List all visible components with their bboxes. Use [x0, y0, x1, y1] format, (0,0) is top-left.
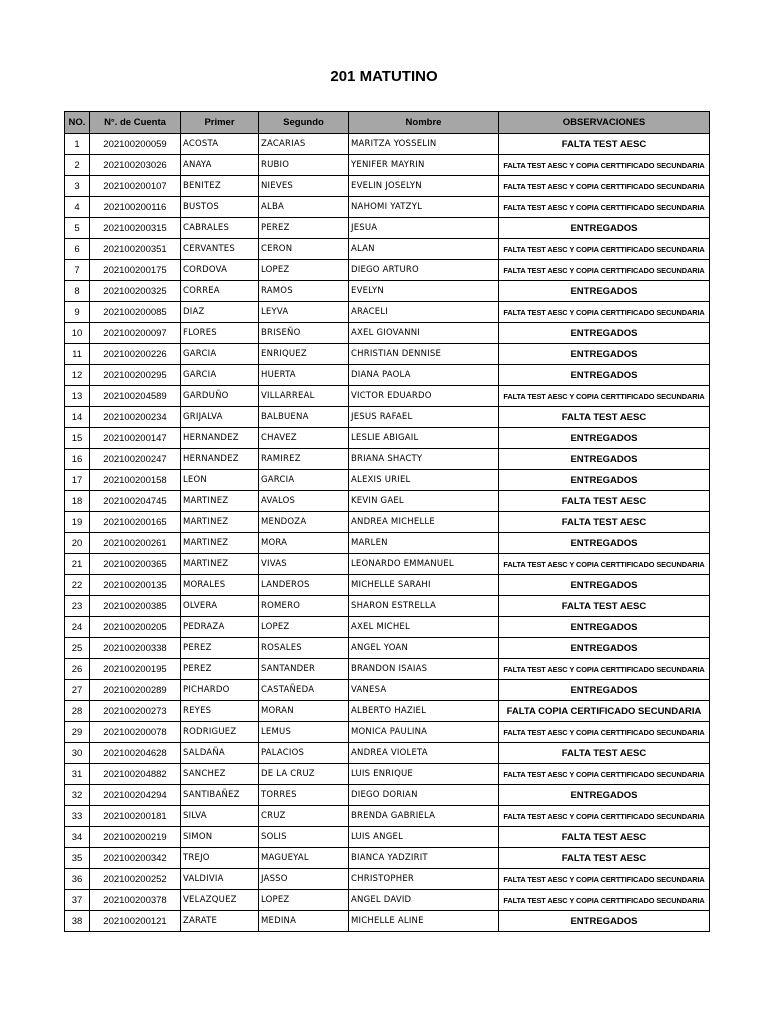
table-row: [65, 827, 710, 848]
table-row: [65, 134, 710, 155]
row-segundo: TORRES: [259, 785, 349, 806]
header-cuenta: N°. de Cuenta: [90, 112, 181, 134]
row-segundo: LEYVA: [259, 302, 349, 323]
row-observaciones: FALTA TEST AESC: [499, 407, 710, 428]
table-row: [65, 449, 710, 470]
row-no: 19: [65, 512, 90, 533]
table-row: [65, 743, 710, 764]
row-observaciones: FALTA TEST AESC: [499, 827, 710, 848]
row-nombre: ARACELI: [349, 302, 499, 323]
row-cuenta: 202100200107: [90, 176, 181, 197]
row-cuenta: 202100200226: [90, 344, 181, 365]
row-no: 4: [65, 197, 90, 218]
row-observaciones: ENTREGADOS: [499, 575, 710, 596]
row-observaciones: ENTREGADOS: [499, 785, 710, 806]
row-primer: VELAZQUEZ: [181, 890, 259, 911]
row-cuenta: 202100200295: [90, 365, 181, 386]
row-no: 34: [65, 827, 90, 848]
row-cuenta: 202100200315: [90, 218, 181, 239]
row-nombre: MARLEN: [349, 533, 499, 554]
row-no: 11: [65, 344, 90, 365]
table-row: [65, 638, 710, 659]
table-row: [65, 722, 710, 743]
row-no: 20: [65, 533, 90, 554]
row-cuenta: 202100200147: [90, 428, 181, 449]
row-nombre: DIANA PAOLA: [349, 365, 499, 386]
row-nombre: JESUS RAFAEL: [349, 407, 499, 428]
row-nombre: EVELYN: [349, 281, 499, 302]
row-nombre: LUIS ANGEL: [349, 827, 499, 848]
row-observaciones: ENTREGADOS: [499, 281, 710, 302]
row-nombre: VANESA: [349, 680, 499, 701]
row-observaciones: ENTREGADOS: [499, 428, 710, 449]
row-primer: SIMON: [181, 827, 259, 848]
table-row: [65, 785, 710, 806]
row-nombre: SHARON ESTRELLA: [349, 596, 499, 617]
row-primer: FLORES: [181, 323, 259, 344]
row-nombre: AXEL GIOVANNI: [349, 323, 499, 344]
row-primer: MARTINEZ: [181, 554, 259, 575]
row-segundo: RUBIO: [259, 155, 349, 176]
row-no: 9: [65, 302, 90, 323]
row-observaciones: FALTA TEST AESC Y COPIA CERTTIFICADO SECUNDARIA: [499, 155, 710, 176]
row-observaciones: ENTREGADOS: [499, 218, 710, 239]
row-no: 25: [65, 638, 90, 659]
row-nombre: AXEL MICHEL: [349, 617, 499, 638]
row-no: 33: [65, 806, 90, 827]
row-no: 22: [65, 575, 90, 596]
row-primer: PEDRAZA: [181, 617, 259, 638]
row-cuenta: 202100200121: [90, 911, 181, 932]
row-primer: GRIJALVA: [181, 407, 259, 428]
row-cuenta: 202100200165: [90, 512, 181, 533]
row-observaciones: FALTA TEST AESC: [499, 134, 710, 155]
row-no: 16: [65, 449, 90, 470]
header-segundo: Segundo: [259, 112, 349, 134]
student-table: [64, 111, 710, 932]
table-row: [65, 575, 710, 596]
row-nombre: VICTOR EDUARDO: [349, 386, 499, 407]
row-primer: CORDOVA: [181, 260, 259, 281]
table-row: [65, 764, 710, 785]
row-observaciones: FALTA TEST AESC Y COPIA CERTTIFICADO SECUNDARIA: [499, 260, 710, 281]
row-primer: HERNANDEZ: [181, 428, 259, 449]
row-nombre: BRIANA SHACTY: [349, 449, 499, 470]
row-segundo: LOPEZ: [259, 260, 349, 281]
row-primer: REYES: [181, 701, 259, 722]
row-segundo: ROSALES: [259, 638, 349, 659]
row-observaciones: FALTA TEST AESC Y COPIA CERTTIFICADO SECUNDARIA: [499, 722, 710, 743]
table-row: [65, 365, 710, 386]
row-observaciones: FALTA TEST AESC Y COPIA CERTTIFICADO SECUNDARIA: [499, 302, 710, 323]
row-no: 3: [65, 176, 90, 197]
row-cuenta: 202100200378: [90, 890, 181, 911]
row-no: 37: [65, 890, 90, 911]
row-observaciones: FALTA TEST AESC Y COPIA CERTTIFICADO SECUNDARIA: [499, 197, 710, 218]
row-cuenta: 202100200078: [90, 722, 181, 743]
row-primer: BENITEZ: [181, 176, 259, 197]
table-row: [65, 218, 710, 239]
row-segundo: GARCIA: [259, 470, 349, 491]
row-cuenta: 202100200234: [90, 407, 181, 428]
row-nombre: ALAN: [349, 239, 499, 260]
row-cuenta: 202100200205: [90, 617, 181, 638]
table-row: [65, 386, 710, 407]
row-observaciones: ENTREGADOS: [499, 365, 710, 386]
row-cuenta: 202100200325: [90, 281, 181, 302]
table-row: [65, 323, 710, 344]
row-nombre: DIEGO ARTURO: [349, 260, 499, 281]
row-observaciones: FALTA TEST AESC Y COPIA CERTTIFICADO SECUNDARIA: [499, 554, 710, 575]
row-no: 38: [65, 911, 90, 932]
row-segundo: CASTAÑEDA: [259, 680, 349, 701]
row-nombre: LUIS ENRIQUE: [349, 764, 499, 785]
row-segundo: HUERTA: [259, 365, 349, 386]
row-no: 7: [65, 260, 90, 281]
header-nombre: Nombre: [349, 112, 499, 134]
row-cuenta: 202100200289: [90, 680, 181, 701]
row-no: 14: [65, 407, 90, 428]
row-cuenta: 202100200273: [90, 701, 181, 722]
row-cuenta: 202100200135: [90, 575, 181, 596]
row-observaciones: ENTREGADOS: [499, 638, 710, 659]
row-no: 27: [65, 680, 90, 701]
header-primer: Primer: [181, 112, 259, 134]
row-nombre: ALBERTO HAZIEL: [349, 701, 499, 722]
row-primer: MARTINEZ: [181, 512, 259, 533]
row-cuenta: 202100200385: [90, 596, 181, 617]
row-primer: MARTINEZ: [181, 533, 259, 554]
row-no: 21: [65, 554, 90, 575]
table-row: [65, 848, 710, 869]
row-cuenta: 202100200181: [90, 806, 181, 827]
row-primer: CABRALES: [181, 218, 259, 239]
row-observaciones: ENTREGADOS: [499, 449, 710, 470]
row-nombre: ALEXIS URIEL: [349, 470, 499, 491]
page-title: 201 MATUTINO: [330, 68, 438, 85]
row-cuenta: 202100200365: [90, 554, 181, 575]
row-observaciones: FALTA TEST AESC: [499, 491, 710, 512]
row-nombre: ANDREA VIOLETA: [349, 743, 499, 764]
row-primer: VALDIVIA: [181, 869, 259, 890]
row-segundo: VIVAS: [259, 554, 349, 575]
row-observaciones: ENTREGADOS: [499, 680, 710, 701]
row-nombre: MICHELLE SARAHI: [349, 575, 499, 596]
table-row: [65, 911, 710, 932]
row-nombre: ANGEL YOAN: [349, 638, 499, 659]
row-no: 32: [65, 785, 90, 806]
row-segundo: LOPEZ: [259, 617, 349, 638]
row-primer: CERVANTES: [181, 239, 259, 260]
table-row: [65, 869, 710, 890]
table-row: [65, 596, 710, 617]
row-observaciones: ENTREGADOS: [499, 533, 710, 554]
row-no: 23: [65, 596, 90, 617]
table-row: [65, 176, 710, 197]
row-segundo: MEDINA: [259, 911, 349, 932]
row-nombre: EVELIN JOSELYN: [349, 176, 499, 197]
row-segundo: ALBA: [259, 197, 349, 218]
row-observaciones: FALTA TEST AESC Y COPIA CERTTIFICADO SECUNDARIA: [499, 386, 710, 407]
table-row: [65, 491, 710, 512]
row-cuenta: 202100200247: [90, 449, 181, 470]
table-row: [65, 302, 710, 323]
row-no: 13: [65, 386, 90, 407]
row-primer: SALDAÑA: [181, 743, 259, 764]
table-row: [65, 890, 710, 911]
row-cuenta: 202100200158: [90, 470, 181, 491]
row-no: 15: [65, 428, 90, 449]
table-row: [65, 197, 710, 218]
row-segundo: MORAN: [259, 701, 349, 722]
row-primer: MORALES: [181, 575, 259, 596]
row-nombre: MARITZA YOSSELIN: [349, 134, 499, 155]
row-no: 8: [65, 281, 90, 302]
row-cuenta: 202100204882: [90, 764, 181, 785]
row-cuenta: 202100204589: [90, 386, 181, 407]
row-primer: GARCIA: [181, 344, 259, 365]
row-primer: PEREZ: [181, 638, 259, 659]
row-primer: PEREZ: [181, 659, 259, 680]
row-observaciones: FALTA TEST AESC Y COPIA CERTTIFICADO SECUNDARIA: [499, 239, 710, 260]
row-segundo: BALBUENA: [259, 407, 349, 428]
row-no: 29: [65, 722, 90, 743]
row-no: 12: [65, 365, 90, 386]
row-primer: LEON: [181, 470, 259, 491]
row-cuenta: 202100204628: [90, 743, 181, 764]
row-primer: BUSTOS: [181, 197, 259, 218]
row-primer: TREJO: [181, 848, 259, 869]
row-nombre: MICHELLE ALINE: [349, 911, 499, 932]
row-no: 10: [65, 323, 90, 344]
row-primer: RODRIGUEZ: [181, 722, 259, 743]
row-cuenta: 202100200351: [90, 239, 181, 260]
row-segundo: ZACARIAS: [259, 134, 349, 155]
row-observaciones: FALTA TEST AESC: [499, 512, 710, 533]
row-observaciones: FALTA TEST AESC Y COPIA CERTTIFICADO SECUNDARIA: [499, 869, 710, 890]
row-primer: PICHARDO: [181, 680, 259, 701]
row-primer: MARTINEZ: [181, 491, 259, 512]
row-observaciones: FALTA TEST AESC Y COPIA CERTTIFICADO SECUNDARIA: [499, 806, 710, 827]
row-nombre: LESLIE ABIGAIL: [349, 428, 499, 449]
table-row: [65, 407, 710, 428]
row-cuenta: 202100200116: [90, 197, 181, 218]
row-segundo: RAMIREZ: [259, 449, 349, 470]
row-nombre: DIEGO DORIAN: [349, 785, 499, 806]
row-primer: CORREA: [181, 281, 259, 302]
row-cuenta: 202100204745: [90, 491, 181, 512]
row-no: 2: [65, 155, 90, 176]
row-observaciones: ENTREGADOS: [499, 911, 710, 932]
row-segundo: SOLIS: [259, 827, 349, 848]
row-cuenta: 202100200195: [90, 659, 181, 680]
row-cuenta: 202100200219: [90, 827, 181, 848]
table-row: [65, 512, 710, 533]
row-cuenta: 202100200261: [90, 533, 181, 554]
table-row: [65, 701, 710, 722]
row-segundo: DE LA CRUZ: [259, 764, 349, 785]
row-nombre: NAHOMI YATZYL: [349, 197, 499, 218]
row-observaciones: FALTA TEST AESC Y COPIA CERTTIFICADO SECUNDARIA: [499, 659, 710, 680]
row-segundo: VILLARREAL: [259, 386, 349, 407]
row-nombre: KEVIN GAEL: [349, 491, 499, 512]
row-no: 17: [65, 470, 90, 491]
row-nombre: ANDREA MICHELLE: [349, 512, 499, 533]
row-segundo: RAMOS: [259, 281, 349, 302]
row-segundo: CERON: [259, 239, 349, 260]
row-nombre: LEONARDO EMMANUEL: [349, 554, 499, 575]
row-segundo: AVALOS: [259, 491, 349, 512]
row-primer: HERNANDEZ: [181, 449, 259, 470]
table-row: [65, 806, 710, 827]
row-cuenta: 202100200059: [90, 134, 181, 155]
row-primer: DIAZ: [181, 302, 259, 323]
row-segundo: PALACIOS: [259, 743, 349, 764]
row-nombre: BIANCA YADZIRIT: [349, 848, 499, 869]
row-segundo: ENRIQUEZ: [259, 344, 349, 365]
row-primer: ANAYA: [181, 155, 259, 176]
row-no: 24: [65, 617, 90, 638]
row-primer: SILVA: [181, 806, 259, 827]
row-nombre: JESUA: [349, 218, 499, 239]
row-cuenta: 202100200085: [90, 302, 181, 323]
row-cuenta: 202100200338: [90, 638, 181, 659]
row-segundo: LEMUS: [259, 722, 349, 743]
row-segundo: CRUZ: [259, 806, 349, 827]
row-nombre: BRENDA GABRIELA: [349, 806, 499, 827]
row-observaciones: FALTA COPIA CERTIFICADO SECUNDARIA: [499, 701, 710, 722]
row-segundo: LOPEZ: [259, 890, 349, 911]
row-observaciones: FALTA TEST AESC Y COPIA CERTTIFICADO SECUNDARIA: [499, 890, 710, 911]
table-row: [65, 659, 710, 680]
row-observaciones: ENTREGADOS: [499, 323, 710, 344]
row-segundo: NIEVES: [259, 176, 349, 197]
row-primer: ACOSTA: [181, 134, 259, 155]
row-segundo: BRISEÑO: [259, 323, 349, 344]
table-row: [65, 260, 710, 281]
row-observaciones: FALTA TEST AESC: [499, 596, 710, 617]
row-segundo: CHAVEZ: [259, 428, 349, 449]
table-row: [65, 533, 710, 554]
header-row: [65, 112, 710, 134]
row-segundo: MENDOZA: [259, 512, 349, 533]
row-cuenta: 202100200342: [90, 848, 181, 869]
row-primer: SANCHEZ: [181, 764, 259, 785]
table-row: [65, 680, 710, 701]
row-nombre: CHRISTOPHER: [349, 869, 499, 890]
row-observaciones: FALTA TEST AESC: [499, 848, 710, 869]
row-primer: GARDUÑO: [181, 386, 259, 407]
row-cuenta: 202100200175: [90, 260, 181, 281]
table-row: [65, 554, 710, 575]
row-observaciones: FALTA TEST AESC Y COPIA CERTTIFICADO SECUNDARIA: [499, 764, 710, 785]
table-row: [65, 239, 710, 260]
row-segundo: LANDEROS: [259, 575, 349, 596]
row-no: 35: [65, 848, 90, 869]
row-segundo: PEREZ: [259, 218, 349, 239]
row-no: 31: [65, 764, 90, 785]
row-cuenta: 202100200252: [90, 869, 181, 890]
row-no: 36: [65, 869, 90, 890]
row-primer: SANTIBAÑEZ: [181, 785, 259, 806]
row-segundo: MORA: [259, 533, 349, 554]
row-observaciones: FALTA TEST AESC Y COPIA CERTTIFICADO SECUNDARIA: [499, 176, 710, 197]
row-segundo: ROMERO: [259, 596, 349, 617]
table-row: [65, 428, 710, 449]
table-row: [65, 155, 710, 176]
row-cuenta: 202100204294: [90, 785, 181, 806]
table-row: [65, 281, 710, 302]
table-row: [65, 617, 710, 638]
row-no: 5: [65, 218, 90, 239]
row-segundo: JASSO: [259, 869, 349, 890]
row-nombre: BRANDON ISAIAS: [349, 659, 499, 680]
header-no: NO.: [65, 112, 90, 134]
row-observaciones: ENTREGADOS: [499, 470, 710, 491]
row-segundo: MAGUEYAL: [259, 848, 349, 869]
row-nombre: CHRISTIAN DENNISE: [349, 344, 499, 365]
row-no: 26: [65, 659, 90, 680]
header-observaciones: OBSERVACIONES: [499, 112, 710, 134]
row-no: 1: [65, 134, 90, 155]
row-observaciones: FALTA TEST AESC: [499, 743, 710, 764]
row-no: 18: [65, 491, 90, 512]
row-primer: GARCIA: [181, 365, 259, 386]
row-observaciones: ENTREGADOS: [499, 617, 710, 638]
row-nombre: YENIFER MAYRIN: [349, 155, 499, 176]
row-nombre: ANGEL DAVID: [349, 890, 499, 911]
row-observaciones: ENTREGADOS: [499, 344, 710, 365]
row-primer: ZARATE: [181, 911, 259, 932]
table-row: [65, 344, 710, 365]
row-no: 30: [65, 743, 90, 764]
row-primer: OLVERA: [181, 596, 259, 617]
row-segundo: SANTANDER: [259, 659, 349, 680]
table-row: [65, 470, 710, 491]
row-cuenta: 202100200097: [90, 323, 181, 344]
row-no: 28: [65, 701, 90, 722]
row-nombre: MONICA PAULINA: [349, 722, 499, 743]
row-cuenta: 202100203026: [90, 155, 181, 176]
row-no: 6: [65, 239, 90, 260]
